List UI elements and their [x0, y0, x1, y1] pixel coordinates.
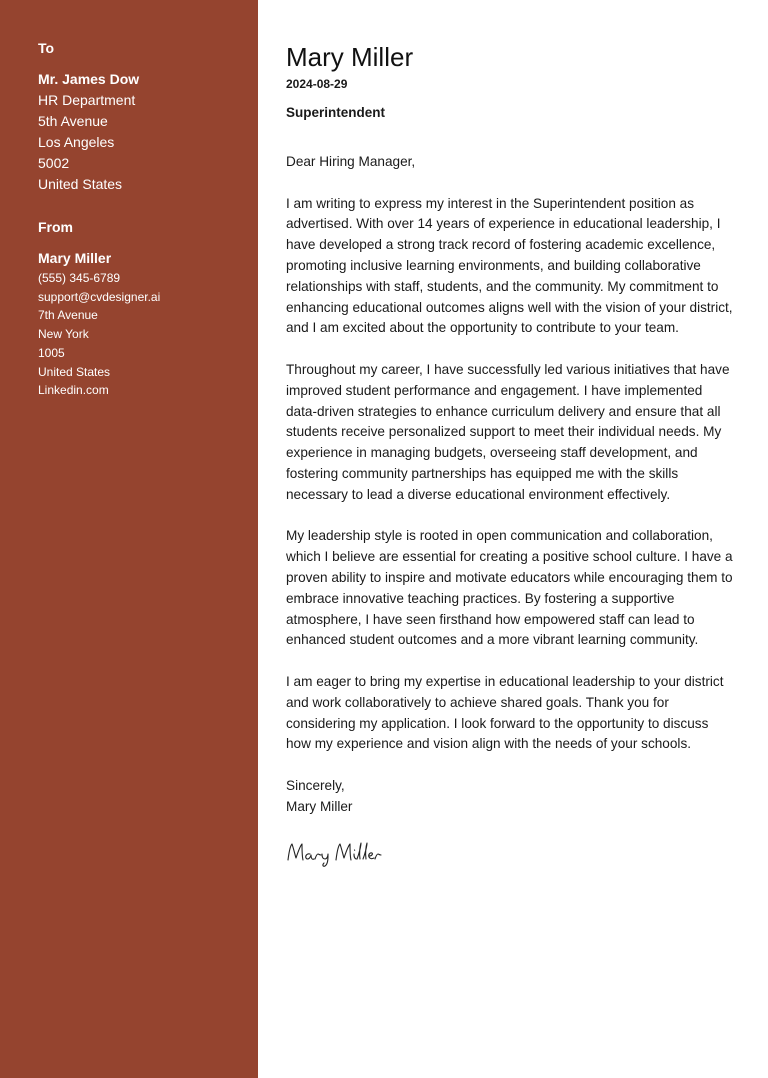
salutation: Dear Hiring Manager,	[286, 154, 416, 169]
sender-block	[38, 219, 258, 400]
signature-drawing	[286, 838, 396, 868]
letter-position: Superintendent	[286, 105, 386, 120]
letter-date: 2024-08-29	[286, 77, 348, 91]
letter-body	[286, 152, 736, 868]
closing-name: Mary Miller	[286, 798, 353, 814]
paragraph-4: I am eager to bring my expertise in educational leadership to your district and work collaboratively to achieve shared goals. Thank you for considering my application. I look forward to the opportunity to discuss how my experience and vision align with the needs of your schools.	[286, 673, 724, 752]
recipient-department: HR Department	[38, 92, 136, 108]
recipient-name: Mr. James Dow	[38, 71, 140, 87]
recipient-city: Los Angeles	[38, 134, 115, 150]
letter-author-name: Mary Miller	[286, 42, 414, 72]
paragraph-2: Throughout my career, I have successfully led various initiatives that have improved student performance and engagement. I have implemented data-driven strategies to enhance curriculum delivery and ensure that all students receive personalized support to meet their individual needs. My experience in managing budgets, overseeing staff development, and fostering community partnerships has equipped me with the skills necessary to lead a diverse educational environment effectively.	[286, 361, 730, 502]
sender-name: Mary Miller	[38, 250, 112, 266]
handwritten-signature	[286, 838, 736, 868]
recipient-postal-code: 5002	[38, 155, 70, 171]
sender-email: support@cvdesigner.ai	[38, 289, 161, 304]
closing: Sincerely,	[286, 777, 345, 793]
sender-phone: (555) 345-6789	[38, 271, 121, 285]
sender-heading: From	[38, 219, 73, 235]
recipient-street: 5th Avenue	[38, 113, 108, 129]
paragraph-3: My leadership style is rooted in open communication and collaboration, which I believe are essential for creating a positive school culture. I have a proven ability to inspire and motivate educators while encouraging them to embrace innovative teaching practices. By fostering a supportive atmosphere, I have seen firsthand how empowered staff can lead to enhanced student outcomes and a more vibrant learning community.	[286, 528, 733, 648]
sender-street: 7th Avenue	[38, 308, 98, 323]
recipient-country: United States	[38, 176, 123, 192]
sender-country: United States	[38, 364, 111, 379]
sidebar	[0, 0, 258, 1078]
closing-block	[286, 776, 736, 818]
recipient-heading: To	[38, 40, 55, 56]
sender-postal-code: 1005	[38, 345, 65, 360]
paragraph-1: I am writing to express my interest in the Superintendent position as advertised. With over 14 years of experience in educational leadership, I have developed a strong track record of fostering academic excellence, promoting inclusive learning environments, and building collaborative relationships with staff, students, and the community. My commitment to enhancing educational outcomes aligns well with the vision of your district, and I am excited about the opportunity to contribute to your team.	[286, 195, 733, 336]
sender-linkedin: Linkedin.com	[38, 383, 109, 398]
sender-city: New York	[38, 327, 89, 342]
recipient-block	[38, 40, 258, 195]
